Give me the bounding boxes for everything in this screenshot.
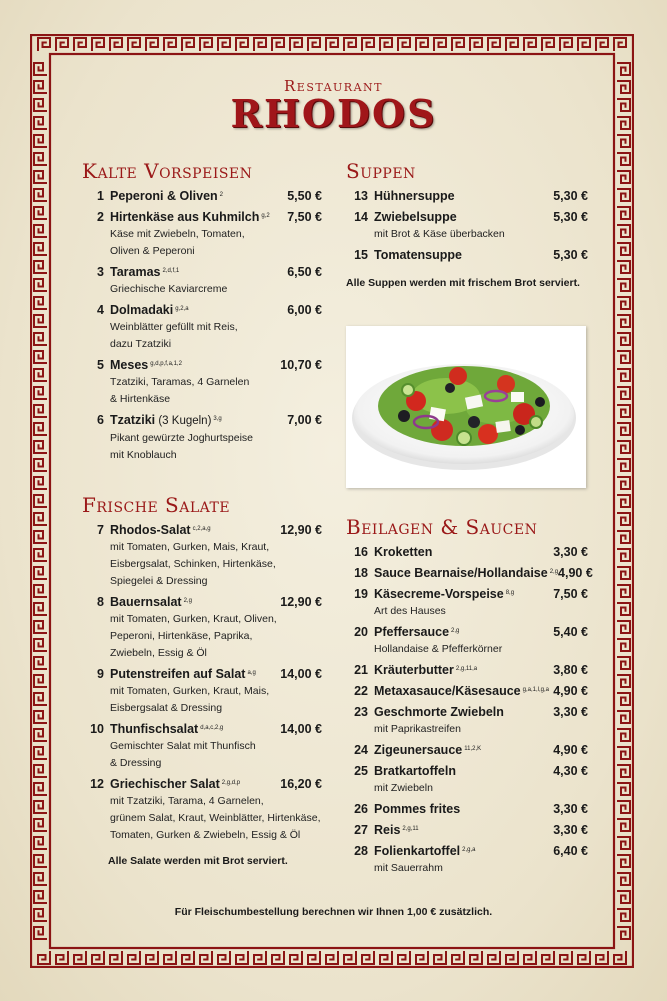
logo-name: RHODOS — [230, 91, 437, 136]
item-number: 23 — [354, 705, 368, 719]
item-name-text: Meses — [110, 358, 149, 372]
item-name-text: Sauce Bearnaise/Hollandaise — [374, 566, 548, 580]
menu-item — [82, 666, 322, 717]
menu-item-row — [346, 704, 588, 721]
item-number: 24 — [354, 743, 368, 757]
allergen-codes: 2,g,d,p — [221, 780, 241, 786]
menu-item-row — [82, 522, 322, 539]
item-name-text: Hühnersuppe — [374, 189, 455, 203]
item-name-text: Putenstreifen auf Salat — [110, 667, 246, 681]
item-number: 18 — [354, 566, 368, 580]
allergen-codes: c,2,a,g — [192, 526, 211, 532]
item-name — [110, 721, 280, 738]
item-name — [374, 742, 553, 759]
item-name-text: Kräuterbutter — [374, 663, 454, 677]
item-number: 6 — [97, 413, 104, 427]
item-number: 9 — [97, 667, 104, 681]
item-price: 16,20 € — [280, 777, 322, 791]
allergen-codes: 2,g — [451, 628, 460, 634]
item-description: Tzatziki, Taramas, 4 Garnelen — [110, 376, 250, 388]
menu-item-row — [82, 357, 322, 374]
item-name-text: Bauernsalat — [110, 595, 182, 609]
item-description: mit Tzatziki, Tarama, 4 Garnelen, — [110, 795, 264, 807]
item-description: grünem Salat, Kraut, Weinblätter, Hirtenkäse, — [110, 812, 321, 824]
menu-item-row — [82, 776, 322, 793]
item-description: mit Brot & Käse überbacken — [374, 228, 505, 240]
allergen-codes: 2,g,11,a — [455, 666, 478, 672]
item-price: 5,40 € — [553, 625, 588, 639]
menu-item-row — [82, 302, 322, 319]
menu-item — [346, 763, 588, 797]
item-price: 7,50 € — [287, 210, 322, 224]
item-description: mit Tomaten, Gurken, Kraut, Oliven, — [110, 613, 277, 625]
allergen-codes: 2,g — [183, 598, 192, 604]
menu-item — [346, 209, 588, 243]
menu-item-row — [82, 264, 322, 281]
item-name-text: Rhodos-Salat — [110, 523, 191, 537]
item-name — [374, 704, 553, 721]
menu-item-row — [346, 624, 588, 641]
item-name-text: Reis — [374, 823, 401, 837]
item-description: mit Zwiebeln — [374, 782, 433, 794]
allergen-codes: 2,g,a — [462, 847, 476, 853]
item-description: Gemischter Salat mit Thunfisch — [110, 740, 256, 752]
item-price: 5,30 € — [553, 210, 588, 224]
allergen-codes: d,a,c,2,g — [200, 725, 224, 731]
item-number: 3 — [97, 265, 104, 279]
allergen-codes: 3,g — [213, 416, 222, 422]
allergen-codes: 2,g — [549, 569, 559, 575]
section-suppen — [346, 160, 588, 290]
item-name-text: Zwiebelsuppe — [374, 210, 457, 224]
menu-item — [346, 683, 588, 700]
item-name-extra: (3 Kugeln) — [155, 415, 212, 427]
item-name-text: Tomatensuppe — [374, 248, 462, 262]
menu-item — [82, 264, 322, 298]
item-name — [374, 801, 553, 818]
menu-item-row — [346, 544, 588, 561]
menu-item — [346, 544, 588, 561]
item-name-text: Thunfischsalat — [110, 722, 199, 736]
item-number: 13 — [354, 189, 368, 203]
item-description: Oliven & Peperoni — [110, 245, 195, 257]
item-price: 4,90 € — [553, 684, 588, 698]
item-description: mit Tomaten, Gurken, Kraut, Mais, — [110, 685, 270, 697]
item-name-text: Metaxasauce/Käsesauce — [374, 684, 521, 698]
item-number: 15 — [354, 248, 368, 262]
item-number: 19 — [354, 587, 368, 601]
section-kalte-vorspeisen — [82, 160, 322, 468]
item-name — [110, 209, 287, 226]
menu-item — [82, 522, 322, 590]
item-number: 8 — [97, 595, 104, 609]
menu-item — [346, 843, 588, 877]
item-description: Griechische Kaviarcreme — [110, 283, 228, 295]
section-title: Frische Salate — [82, 493, 231, 517]
item-number: 20 — [354, 625, 368, 639]
menu-item-row — [82, 209, 322, 226]
item-name — [110, 188, 287, 205]
item-name-text: Taramas — [110, 265, 161, 279]
menu-item — [82, 188, 322, 205]
item-description: Käse mit Zwiebeln, Tomaten, — [110, 228, 245, 240]
item-name — [110, 594, 280, 611]
allergen-codes: 11,2,K — [464, 746, 482, 752]
greek-salad-photo — [346, 326, 586, 488]
item-name — [374, 565, 558, 582]
item-price: 12,90 € — [280, 523, 322, 537]
menu-item-row — [346, 801, 588, 818]
item-price: 4,30 € — [553, 764, 588, 778]
allergen-codes: g,a,1,l,g,a — [522, 687, 549, 693]
section-title: Beilagen & Saucen — [346, 515, 538, 539]
item-price: 3,30 € — [553, 705, 588, 719]
item-name-text: Pfeffersauce — [374, 625, 450, 639]
section-frische-salate — [82, 494, 322, 868]
menu-item — [346, 704, 588, 738]
item-number: 14 — [354, 210, 368, 224]
item-price: 14,00 € — [280, 722, 322, 736]
menu-item — [82, 776, 322, 844]
menu-item — [346, 247, 588, 264]
item-description: Art des Hauses — [374, 605, 446, 617]
menu-item — [346, 662, 588, 679]
menu-item-row — [82, 721, 322, 738]
item-name-text: Käsecreme-Vorspeise — [374, 587, 504, 601]
menu-item-row — [82, 188, 322, 205]
menu-item-row — [346, 662, 588, 679]
item-description: Eisbergsalat, Schinken, Hirtenkäse, — [110, 558, 276, 570]
item-description: Peperoni, Hirtenkäse, Paprika, — [110, 630, 253, 642]
menu-item-row — [82, 412, 322, 430]
item-name-text: Dolmadaki — [110, 303, 174, 317]
item-price: 5,30 € — [553, 248, 588, 262]
item-price: 12,90 € — [280, 595, 322, 609]
item-price: 3,30 € — [553, 545, 588, 559]
menu-item — [346, 822, 588, 839]
item-name — [374, 843, 553, 860]
menu-item-row — [346, 188, 588, 205]
item-name-text: Griechischer Salat — [110, 777, 220, 791]
menu-item — [346, 801, 588, 818]
item-description: Spiegelei & Dressing — [110, 575, 208, 587]
item-name — [110, 412, 287, 430]
item-price: 10,70 € — [280, 358, 322, 372]
menu-item — [82, 721, 322, 772]
item-name — [374, 544, 553, 561]
item-number: 4 — [97, 303, 104, 317]
item-name — [110, 357, 280, 374]
item-number: 22 — [354, 684, 368, 698]
item-name — [374, 624, 553, 641]
menu-item-row — [346, 763, 588, 780]
item-name — [374, 662, 553, 679]
item-price: 7,00 € — [287, 413, 322, 427]
menu-item-row — [346, 683, 588, 700]
allergen-codes: 2 — [219, 192, 224, 198]
item-name-text: Geschmorte Zwiebeln — [374, 705, 504, 719]
item-name-text: Hirtenkäse aus Kuhmilch — [110, 210, 260, 224]
menu-item — [82, 357, 322, 408]
menu-item-row — [346, 742, 588, 759]
menu-item-row — [346, 843, 588, 860]
menu-item — [82, 302, 322, 353]
menu-item — [346, 624, 588, 658]
item-name-text: Peperoni & Oliven — [110, 189, 218, 203]
allergen-codes: 8,g — [505, 590, 515, 596]
allergen-codes: 2,g,11 — [402, 826, 419, 832]
menu-item-row — [82, 594, 322, 611]
item-name — [374, 209, 553, 226]
item-price: 3,30 € — [553, 823, 588, 837]
menu-item — [82, 594, 322, 662]
item-name — [374, 822, 553, 839]
item-number: 26 — [354, 802, 368, 816]
menu-item — [346, 742, 588, 759]
item-name-text: Folienkartoffel — [374, 844, 461, 858]
section-title: Kalte Vorspeisen — [82, 159, 253, 183]
item-number: 12 — [90, 777, 104, 791]
menu-item-row — [346, 586, 588, 603]
item-description: dazu Tzatziki — [110, 338, 172, 350]
logo-restaurant-text: Restaurant — [284, 77, 383, 95]
item-name — [110, 522, 280, 539]
item-name — [374, 683, 553, 700]
item-number: 5 — [97, 358, 104, 372]
item-description: mit Tomaten, Gurken, Mais, Kraut, — [110, 541, 270, 553]
menu-item-row — [346, 247, 588, 264]
suppen-note: Alle Suppen werden mit frischem Brot serviert. — [346, 277, 580, 289]
item-name — [110, 264, 287, 281]
item-description: Zwiebeln, Essig & Öl — [110, 647, 207, 659]
allergen-codes: 2,d,f,1 — [162, 268, 180, 274]
item-name — [110, 666, 280, 683]
restaurant-logo — [0, 78, 667, 134]
item-description: Tomaten, Gurken & Zwiebeln, Essig & Öl — [110, 829, 301, 841]
item-description: Weinblätter gefüllt mit Reis, — [110, 321, 238, 333]
menu-item-row — [346, 209, 588, 226]
item-price: 5,30 € — [553, 189, 588, 203]
menu-item — [82, 209, 322, 260]
menu-item — [82, 412, 322, 464]
item-price: 3,80 € — [553, 663, 588, 677]
footer-note: Für Fleischumbestellung berechnen wir Ihnen 1,00 € zusätzlich. — [174, 906, 493, 918]
menu-item-row — [82, 666, 322, 683]
item-number: 16 — [354, 545, 368, 559]
item-name-text: Tzatziki — [110, 413, 156, 427]
allergen-codes: g,2 — [261, 213, 270, 219]
item-description: Pikant gewürzte Joghurtspeise — [110, 432, 253, 444]
item-price: 7,50 € — [553, 587, 588, 601]
item-price: 6,50 € — [287, 265, 322, 279]
item-name — [374, 247, 553, 264]
allergen-codes: g,d,p,f,a,1,2 — [150, 361, 182, 367]
section-beilagen-saucen — [346, 515, 593, 881]
item-description: & Hirtenkäse — [110, 393, 171, 405]
allergen-codes: g,2,a — [175, 306, 189, 312]
item-name-text: Kroketten — [374, 545, 433, 559]
section-title: Suppen — [346, 159, 416, 183]
item-number: 7 — [97, 523, 104, 537]
item-description: Hollandaise & Pfefferkörner — [374, 643, 503, 655]
item-description: & Dressing — [110, 757, 162, 769]
item-description: mit Knoblauch — [110, 449, 177, 461]
item-number: 28 — [354, 844, 368, 858]
item-name — [374, 188, 553, 205]
item-price: 14,00 € — [280, 667, 322, 681]
item-description: mit Paprikastreifen — [374, 723, 461, 735]
item-number: 21 — [354, 663, 368, 677]
salate-note: Alle Salate werden mit Brot serviert. — [108, 855, 288, 867]
item-number: 2 — [97, 210, 104, 224]
menu-item — [346, 188, 588, 205]
item-name-text: Bratkartoffeln — [374, 764, 456, 778]
item-name — [110, 776, 280, 793]
menu-item-row — [346, 822, 588, 839]
allergen-codes: a,g — [247, 670, 256, 676]
item-number: 27 — [354, 823, 368, 837]
item-number: 10 — [90, 722, 104, 736]
item-name — [110, 302, 287, 319]
menu-item-row — [346, 565, 593, 582]
item-price: 5,50 € — [287, 189, 322, 203]
menu-item — [346, 586, 588, 620]
item-description: mit Sauerrahm — [374, 862, 443, 874]
item-name-text: Pommes frites — [374, 802, 461, 816]
item-price: 4,90 € — [553, 743, 588, 757]
item-price: 4,90 € — [558, 566, 593, 580]
item-price: 6,00 € — [287, 303, 322, 317]
item-name — [374, 763, 553, 780]
item-name-text: Zigeunersauce — [374, 743, 463, 757]
item-number: 1 — [97, 189, 104, 203]
menu-item — [346, 565, 593, 582]
item-price: 6,40 € — [553, 844, 588, 858]
item-name — [374, 586, 553, 603]
item-price: 3,30 € — [553, 802, 588, 816]
item-number: 25 — [354, 764, 368, 778]
item-description: Eisbergsalat & Dressing — [110, 702, 223, 714]
